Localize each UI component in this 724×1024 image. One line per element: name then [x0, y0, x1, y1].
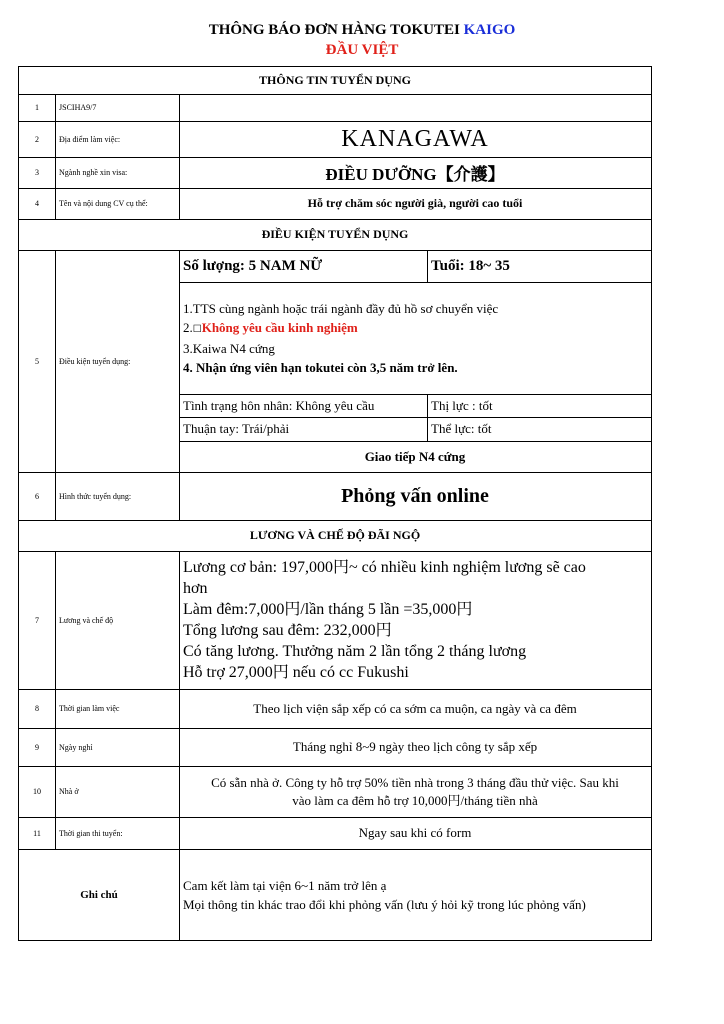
salary-line: Có tăng lương. Thưởng năm 2 lần tổng 2 tháng lương	[183, 643, 527, 660]
title-main: THÔNG BÁO ĐƠN HÀNG TOKUTEI	[208, 22, 460, 38]
row-label-location: Địa điểm làm việc:	[59, 134, 121, 144]
row-label-days-off: Ngày nghỉ	[59, 742, 93, 752]
row-label-working-time: Thời gian làm việc	[59, 704, 120, 713]
row-label-job-description: Tên và nội dung CV cụ thể:	[59, 199, 148, 208]
document-title	[0, 22, 724, 39]
salary-details	[179, 551, 651, 689]
salary-line: hơn	[183, 580, 208, 597]
row-number: 5	[35, 356, 39, 366]
document-subtitle: ĐẦU VIỆT	[325, 42, 399, 58]
requirements-list	[179, 282, 651, 394]
housing-line: Có sẵn nhà ở. Công ty hỗ trợ 50% tiền nhà trong 3 tháng đầu thử việc. Sau khi	[211, 774, 619, 790]
requirement-item: 3.Kaiwa N4 cứng	[183, 341, 275, 356]
row-number: 4	[35, 199, 39, 208]
row-label-salary: Lương và chế độ	[59, 615, 114, 625]
marital-status: Tình trạng hôn nhân: Không yêu cầu	[183, 397, 375, 413]
row-number: 2	[35, 134, 39, 144]
row-number: 8	[35, 704, 39, 713]
handedness: Thuận tay: Trái/phải	[183, 421, 290, 436]
section-salary-benefits: LƯƠNG VÀ CHẾ ĐỘ ĐÃI NGỘ	[249, 528, 421, 542]
visa-field-value: ĐIỀU DƯỠNG【介護】	[325, 165, 505, 184]
order-code: JSCIHA9/7	[59, 103, 97, 112]
physical-fitness: Thể lực: tốt	[431, 421, 492, 436]
requirement-item: 1.TTS cùng ngành hoặc trái ngành đầy đủ hồ sơ chuyển việc	[183, 301, 499, 316]
notes-content	[179, 849, 651, 940]
salary-line: Hỗ trợ 27,000円 nếu có cc Fukushi	[183, 664, 409, 681]
order-table	[18, 66, 652, 941]
quantity-value: Số lượng: 5 NAM NỮ	[183, 257, 323, 274]
row-number: 1	[35, 103, 39, 112]
exam-time-value: Ngay sau khi có form	[358, 825, 472, 840]
section-recruitment-info: THÔNG TIN TUYỂN DỤNG	[259, 73, 411, 87]
requirement-item: 2.☐Không yêu cầu kinh nghiệm	[183, 320, 358, 335]
row-label-interview-method: Hình thức tuyển dụng:	[59, 491, 132, 501]
title-brand: KAIGO	[463, 22, 516, 38]
eyesight: Thị lực : tốt	[431, 397, 493, 413]
note-line: Mọi thông tin khác trao đổi khi phỏng vấn (lưu ý hỏi kỹ trong lúc phỏng vấn)	[183, 896, 586, 912]
row-number: 7	[35, 615, 39, 625]
section-recruitment-conditions: ĐIỀU KIỆN TUYỂN DỤNG	[261, 227, 409, 241]
row-label-visa-field: Ngành nghề xin visa:	[59, 168, 128, 177]
housing-value	[179, 766, 651, 817]
salary-line: Tổng lương sau đêm: 232,000円	[183, 622, 392, 639]
requirement-item: 4. Nhận ứng viên hạn tokutei còn 3,5 năm trở lên.	[183, 360, 458, 375]
work-location-value: KANAGAWA	[341, 125, 489, 152]
row-label-housing: Nhà ở	[59, 787, 79, 796]
row-number: 3	[35, 168, 39, 177]
salary-line: Lương cơ bản: 197,000円~ có nhiều kinh nghiệm lương sẽ cao	[183, 559, 586, 576]
housing-line: vào làm ca đêm hỗ trợ 10,000円/tháng tiền nhà	[292, 792, 538, 808]
notes-label: Ghi chú	[80, 888, 118, 901]
row-label-conditions: Điều kiện tuyển dụng:	[59, 356, 131, 366]
row-number: 10	[33, 787, 41, 796]
row-label-exam-time: Thời gian thi tuyển:	[59, 828, 123, 838]
salary-line: Làm đêm:7,000円/lần tháng 5 lần =35,000円	[183, 601, 473, 618]
row-number: 6	[35, 491, 39, 501]
row-number: 11	[33, 828, 41, 838]
age-range-value: Tuổi: 18~ 35	[431, 257, 510, 274]
days-off-value: Tháng nghỉ 8~9 ngày theo lịch công ty sắp xếp	[292, 739, 538, 754]
interview-method-value: Phỏng vấn online	[341, 484, 489, 507]
row-number: 9	[35, 742, 39, 752]
note-line: Cam kết làm tại viện 6~1 năm trở lên ạ	[183, 877, 387, 893]
job-description-value: Hỗ trợ chăm sóc người già, người cao tuổi	[307, 196, 523, 210]
communication-level: Giao tiếp N4 cứng	[364, 448, 466, 464]
working-time-value: Theo lịch viện sắp xếp có ca sớm ca muộn, ca ngày và ca đêm	[253, 700, 577, 716]
